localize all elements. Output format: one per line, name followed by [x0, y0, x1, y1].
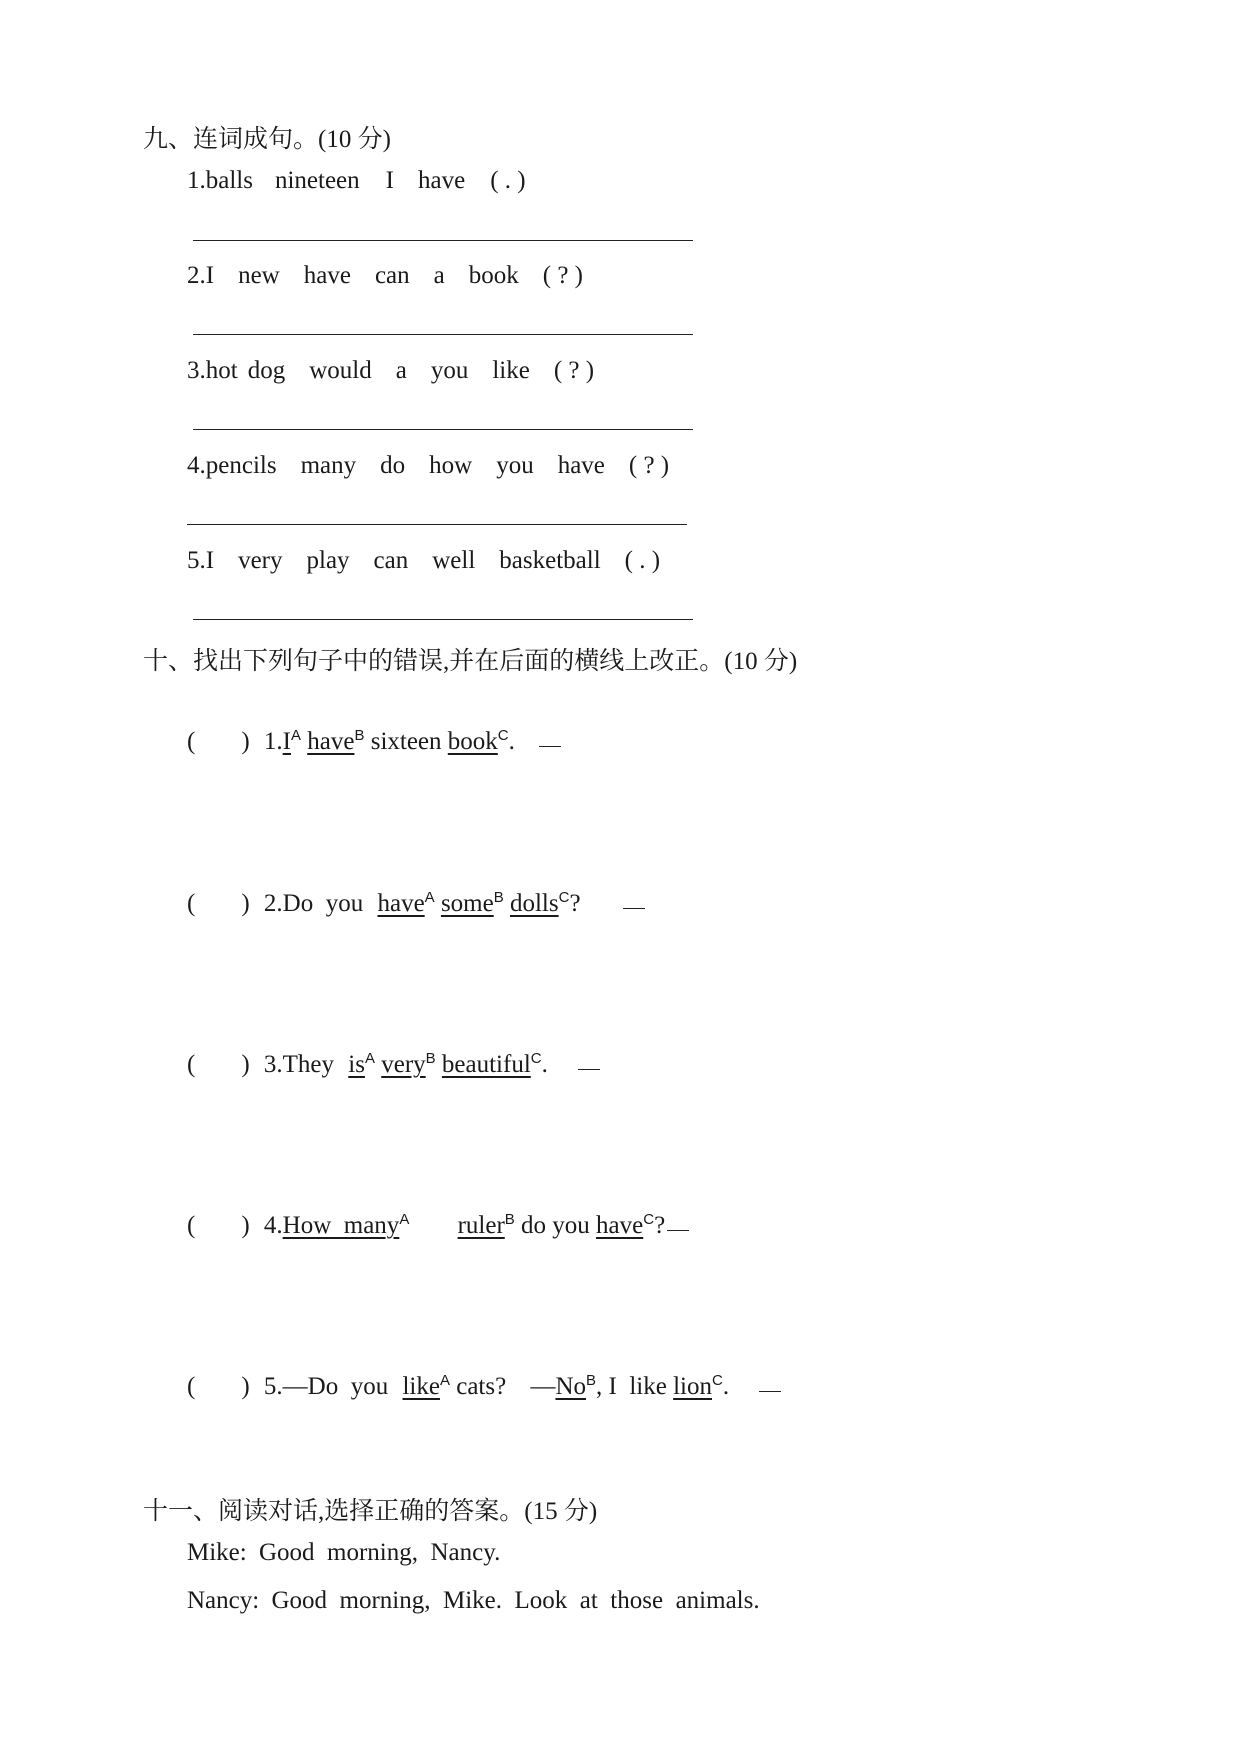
section11-title: 十一、阅读对话,选择正确的答案。(15 分): [143, 1498, 598, 1525]
q10-item-5: ( ) 5.—Do you like$^A$ cats? $—No^B$, I like lion$^C$.: [187, 1373, 781, 1401]
answer-line-5[interactable]: [193, 619, 693, 620]
q9-item-4: 4.pencils many do how you have ( ? ): [187, 452, 670, 479]
correction-line[interactable]: [539, 746, 561, 747]
answer-paren[interactable]: ( ): [187, 1212, 250, 1239]
section10-title: 十、找出下列句子中的错误,并在后面的横线上改正。(10 分): [143, 648, 798, 675]
q9-item-3: 3.hot dog would a you like ( ? ): [187, 357, 595, 384]
section9-title: 九、连词成句。(10 分): [143, 126, 391, 153]
dialogue-line-1: Mike: Good morning, Nancy.: [187, 1539, 501, 1566]
correction-line[interactable]: [623, 908, 645, 909]
correction-line[interactable]: [759, 1391, 781, 1392]
answer-paren[interactable]: ( ): [187, 1373, 250, 1400]
q10-item-1: ( ) $1.I^A$ have$^B$ sixteen book$^C$.: [187, 728, 561, 756]
dialogue-line-2: Nancy: Good morning, Mike. Look at those animals.: [187, 1587, 760, 1614]
q10-item-2: ( ) 2.Do you have$^A$ some$^B$ dolls$^C$?: [187, 890, 645, 918]
answer-line-1[interactable]: [193, 240, 693, 241]
answer-line-2[interactable]: [193, 334, 693, 335]
answer-paren[interactable]: ( ): [187, 728, 250, 755]
q9-item-1: 1.balls nineteen I have ( . ): [187, 167, 526, 194]
q10-item-4: ( ) 4.How many$^A$ ruler$^B$ do you have$^C$?: [187, 1212, 689, 1240]
q10-item-3: ( ) 3.They $is^A$ very$^B$ beautiful$^C$.: [187, 1051, 600, 1079]
answer-line-4[interactable]: [187, 524, 687, 525]
correction-line[interactable]: [667, 1230, 689, 1231]
q9-item-2: 2.I new have can a book ( ? ): [187, 262, 583, 289]
correction-line[interactable]: [578, 1069, 600, 1070]
answer-paren[interactable]: ( ): [187, 1051, 250, 1078]
answer-paren[interactable]: ( ): [187, 890, 250, 917]
answer-line-3[interactable]: [193, 429, 693, 430]
q9-item-5: 5.I very play can well basketball ( . ): [187, 547, 661, 574]
